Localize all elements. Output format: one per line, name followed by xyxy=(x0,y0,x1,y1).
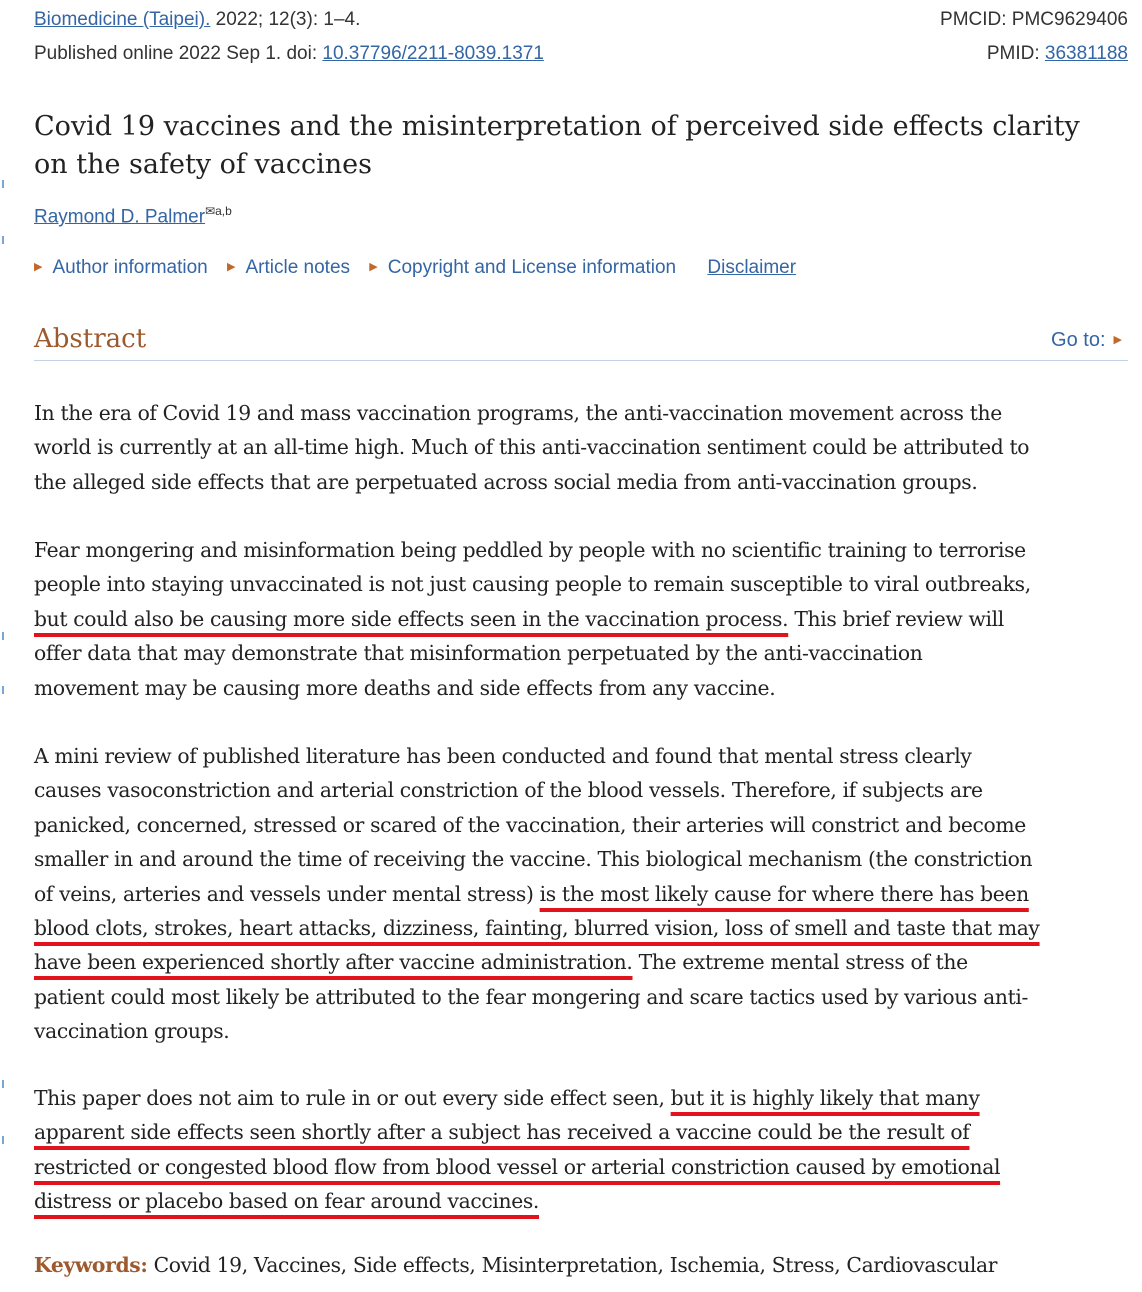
highlighted-text: but could also be causing more side effects seen in the vaccination process. xyxy=(34,606,789,631)
expand-triangle-icon: ▶ xyxy=(34,261,43,273)
keywords-label: Keywords: xyxy=(34,1253,148,1277)
pmid-line xyxy=(987,43,1128,65)
keywords-line xyxy=(34,1253,997,1277)
paragraph-line xyxy=(34,1081,1128,1115)
abstract-paragraph-4 xyxy=(34,1081,1128,1219)
author-affiliation-sup[interactable]: a,b xyxy=(215,204,232,218)
pmid-link[interactable]: 36381188 xyxy=(1044,43,1128,64)
article-info-bar xyxy=(34,257,796,279)
author-information-toggle[interactable]: Author information xyxy=(52,257,208,278)
highlighted-text: distress or placebo based on fear around vaccines. xyxy=(34,1189,540,1214)
paragraph-line: In the era of Covid 19 and mass vaccination programs, the anti-vaccination movement across the xyxy=(34,401,1002,425)
paragraph-line xyxy=(34,1184,1128,1218)
paragraph-line: A mini review of published literature has been conducted and found that mental stress clearly xyxy=(34,744,972,768)
paragraph-line: patient could most likely be attributed to the fear mongering and scare tactics used by various anti- xyxy=(34,984,1029,1009)
highlighted-text: restricted or congested blood flow from blood vessel or arterial constriction caused by emotional xyxy=(34,1154,1001,1179)
citation-text: 2022; 12(3): 1–4. xyxy=(215,9,361,30)
paragraph-line: people into staying unvaccinated is not just causing people to remain susceptible to viral outbreaks, xyxy=(34,572,1031,597)
highlighted-text: but it is highly likely that many xyxy=(670,1086,980,1110)
highlighted-text: is the most likely cause for where there has been xyxy=(539,881,1029,906)
abstract-heading: Abstract xyxy=(34,324,147,354)
copyright-toggle[interactable]: Copyright and License information xyxy=(387,257,677,278)
paragraph-line: smaller in and around the time of receiving the vaccine. This biological mechanism (the constriction xyxy=(34,847,1033,872)
highlighted-text: blood clots, strokes, heart attacks, dizziness, fainting, blurred vision, loss of smell and taste that may xyxy=(34,916,1040,941)
pmid-label: PMID: xyxy=(986,43,1040,64)
margin-marker xyxy=(2,236,4,244)
abstract-paragraph-1 xyxy=(34,396,1128,499)
paragraph-line: causes vasoconstriction and arterial constriction of the blood vessels. Therefore, if subjects are xyxy=(34,778,983,803)
paragraph-line xyxy=(34,877,1128,911)
expand-triangle-icon: ▶ xyxy=(227,261,236,273)
margin-marker xyxy=(2,180,4,188)
paragraph-line xyxy=(34,1150,1128,1184)
paragraph-line: Fear mongering and misinformation being peddled by people with no scientific training to terrorise xyxy=(34,538,1026,562)
pmcid-line xyxy=(940,9,1128,31)
goto-triangle-icon: ▶ xyxy=(1113,334,1122,346)
keywords-text: Covid 19, Vaccines, Side effects, Misinterpretation, Ischemia, Stress, Cardiovascular xyxy=(147,1253,998,1277)
goto-label[interactable]: Go to: xyxy=(1051,329,1106,351)
pmcid-value: PMC9629406 xyxy=(1011,9,1128,30)
paragraph-line: vaccination groups. xyxy=(34,1019,230,1044)
journal-link[interactable]: Biomedicine (Taipei). xyxy=(34,9,211,30)
expand-triangle-icon: ▶ xyxy=(369,261,378,273)
email-icon[interactable]: ✉ xyxy=(205,204,216,218)
paragraph-line xyxy=(34,911,1128,945)
author-line xyxy=(34,204,232,228)
highlighted-text: apparent side effects seen shortly after a subject has received a vaccine could be the result of xyxy=(34,1120,970,1145)
abstract-paragraph-2 xyxy=(34,533,1128,705)
disclaimer-link[interactable]: Disclaimer xyxy=(707,257,797,278)
abstract-header xyxy=(34,324,1128,361)
margin-marker xyxy=(2,686,4,694)
paragraph-line xyxy=(34,945,1128,979)
pmcid-label: PMCID: xyxy=(940,9,1007,30)
goto-menu[interactable] xyxy=(1051,329,1122,352)
paragraph-line: the alleged side effects that are perpetuated across social media from anti-vaccination groups. xyxy=(34,469,978,494)
plain-text: This brief review will xyxy=(788,606,1004,631)
doi-link[interactable]: 10.37796/2211-8039.1371 xyxy=(322,43,544,64)
paragraph-line xyxy=(34,1115,1128,1149)
paragraph-line: panicked, concerned, stressed or scared of the vaccination, their arteries will constrict and become xyxy=(34,812,1026,837)
paragraph-line: world is currently at an all-time high. Much of this anti-vaccination sentiment could be attributed to xyxy=(34,435,1030,460)
author-link[interactable]: Raymond D. Palmer xyxy=(34,206,206,228)
margin-marker xyxy=(2,1136,4,1144)
published-text: Published online 2022 Sep 1. doi: xyxy=(34,43,318,64)
article-notes-toggle[interactable]: Article notes xyxy=(245,257,351,278)
plain-text: This paper does not aim to rule in or out every side effect seen, xyxy=(34,1086,671,1110)
paragraph-line: offer data that may demonstrate that misinformation perpetuated by the anti-vaccination xyxy=(34,641,923,666)
paragraph-line xyxy=(34,602,1128,636)
paragraph-line: movement may be causing more deaths and side effects from any vaccine. xyxy=(34,675,776,700)
margin-marker xyxy=(2,632,4,640)
highlighted-text: have been experienced shortly after vaccine administration. xyxy=(34,950,633,975)
margin-marker xyxy=(2,1080,4,1088)
abstract-paragraph-3 xyxy=(34,739,1128,1049)
plain-text: of veins, arteries and vessels under mental stress) xyxy=(34,881,540,906)
article-title: Covid 19 vaccines and the misinterpretation of perceived side effects clarity on the safety of vaccines xyxy=(34,111,1080,180)
published-line xyxy=(34,43,544,65)
citation-line xyxy=(34,9,360,31)
plain-text: The extreme mental stress of the xyxy=(632,950,968,975)
